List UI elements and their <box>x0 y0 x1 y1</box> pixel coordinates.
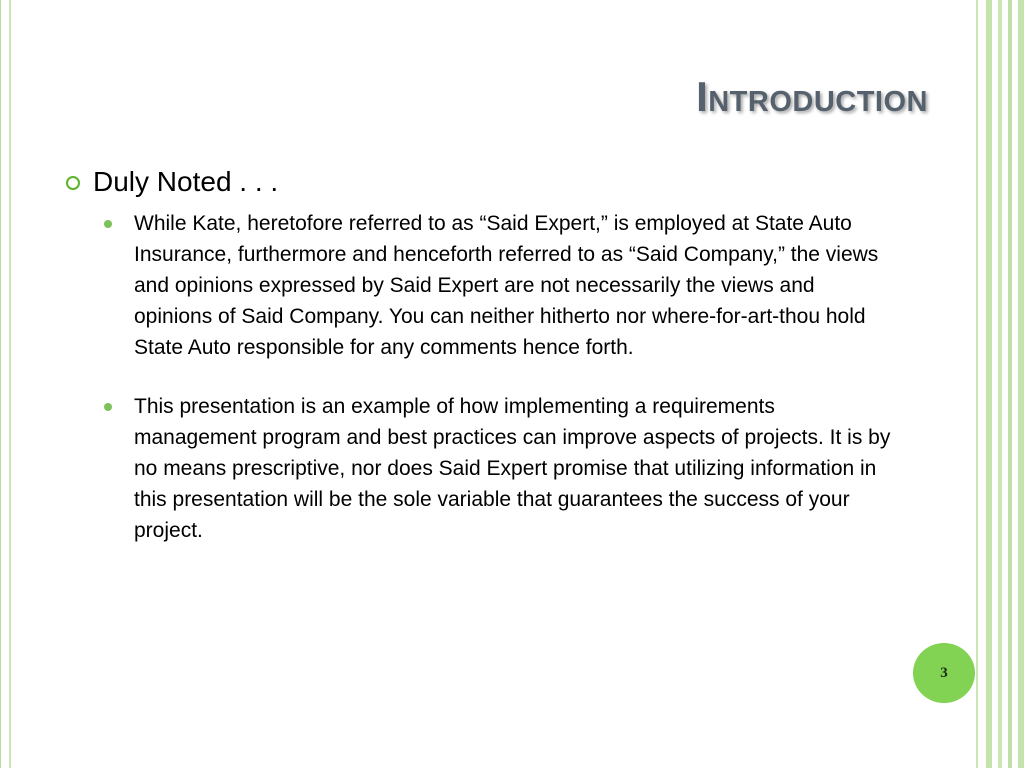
bullet-text: This presentation is an example of how implementing a requirements management program and best practices can improve aspects of projects. It is by no means prescriptive, nor does Said Expert promise that utilizing information in this presentation will be the sole variable that guarantees the success of your project. <box>134 395 891 542</box>
right-frame-line <box>1008 0 1012 768</box>
level2-bullet-item <box>92 208 894 363</box>
right-frame-line <box>986 0 992 768</box>
right-frame-line <box>1018 0 1024 768</box>
page-number: 3 <box>940 664 948 681</box>
right-frame-line <box>998 0 1002 768</box>
slide-body <box>64 164 894 574</box>
dot-bullet-icon <box>104 403 112 411</box>
bullet-text: While Kate, heretofore referred to as “Said Expert,” is employed at State Auto Insurance, furthermore and henceforth referred to as “Said Company,” the views and opinions expressed by Said Expert are not necessarily the views and opinions of Said Company. You can neither hitherto nor where-for-art-thou hold State Auto responsible for any comments hence forth. <box>134 212 879 359</box>
bullet-heading: Duly Noted . . . <box>93 166 279 197</box>
page-number-badge <box>913 643 975 703</box>
slide-title: Introduction <box>696 73 928 120</box>
ring-bullet-icon <box>66 176 80 190</box>
level1-bullet-item <box>64 164 894 200</box>
dot-bullet-icon <box>104 220 112 228</box>
left-frame-line <box>9 0 11 768</box>
level2-bullet-item <box>92 391 894 546</box>
right-frame-band <box>976 0 1024 768</box>
right-frame-line <box>976 0 978 768</box>
